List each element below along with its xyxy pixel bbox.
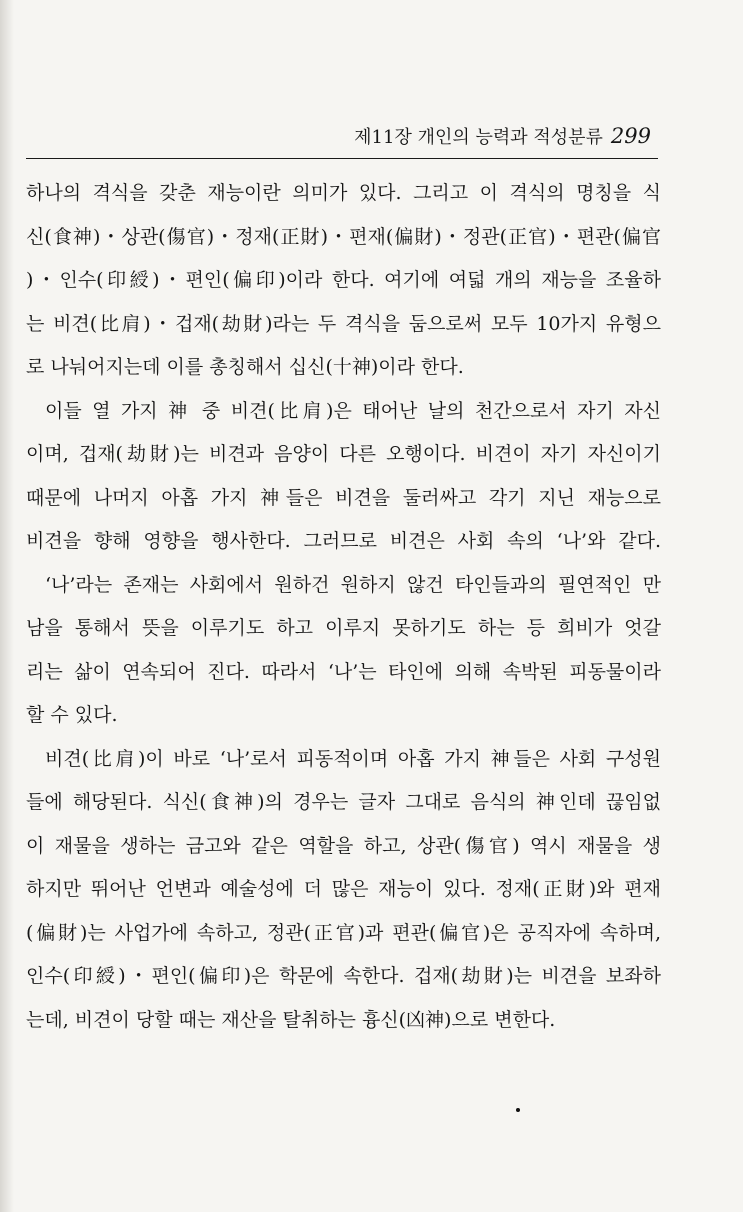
page-number: 299: [610, 124, 651, 148]
paragraph-first-line: 이들 열 가지 神 중 비견(比肩)은 태어난 날의 천간으로서 자기 자신: [45, 399, 661, 422]
text-line: 리는 삶이 연속되어 진다. 따라서 ‘나’는 타인에 의해 속박된 피동물이라: [26, 660, 661, 683]
text-line: 신(食神)・상관(傷官)・정재(正財)・편재(偏財)・정관(正官)・편관(偏官: [26, 225, 661, 248]
text-line: 들에 해당된다. 식신(食神)의 경우는 글자 그대로 음식의 神인데 끊임없: [26, 791, 661, 813]
text-line: 하나의 격식을 갖춘 재능이란 의미가 있다. 그리고 이 격식의 명칭을 식: [26, 182, 661, 204]
chapter-title: 제11장 개인의 능력과 적성분류: [354, 127, 603, 148]
text-line: )・인수(印綬)・편인(偏印)이라 한다. 여기에 여덟 개의 재능을 조율하: [26, 269, 661, 291]
text-line: 는데, 비견이 당할 때는 재산을 탈취하는 흉신(凶神)으로 변한다.: [26, 1008, 556, 1031]
text-line: 할 수 있다.: [26, 704, 118, 726]
page-gutter-shadow: [0, 0, 14, 1212]
text-line: (偏財)는 사업가에 속하고, 정관(正官)과 편관(偏官)은 공직자에 속하며,: [26, 921, 661, 944]
text-line: 남을 통해서 뜻을 이루기도 하고 이루지 못하기도 하는 등 희비가 엇갈: [26, 617, 661, 639]
paragraph-first-line: ‘나’라는 존재는 사회에서 원하건 원하지 않건 타인들과의 필연적인 만: [45, 573, 661, 596]
paragraph-first-line: 비견(比肩)이 바로 ‘나’로서 피동적이며 아홉 가지 神들은 사회 구성원: [45, 747, 661, 770]
header-rule: [26, 158, 658, 159]
running-header: [354, 123, 651, 149]
body-text: [26, 172, 661, 1042]
text-line: 로 나눠어지는데 이를 총칭해서 십신(十神)이라 한다.: [26, 356, 464, 378]
text-line: 때문에 나머지 아홉 가지 神들은 비견을 둘러싸고 각기 지닌 재능으로: [26, 486, 661, 509]
text-line: 는 비견(比肩)・겁재(劫財)라는 두 격식을 둠으로써 모두 10가지 유형으: [26, 312, 661, 335]
text-line: 이며, 겁재(劫財)는 비견과 음양이 다른 오행이다. 비견이 자기 자신이기: [26, 443, 661, 465]
text-line: 이 재물을 생하는 금고와 같은 역할을 하고, 상관(傷官) 역시 재물을 생: [26, 834, 661, 857]
text-line: 인수(印綬)・편인(偏印)은 학문에 속한다. 겁재(劫財)는 비견을 보좌하: [26, 965, 661, 987]
text-line: 비견을 향해 영향을 행사한다. 그러므로 비견은 사회 속의 ‘나’와 같다.: [26, 530, 661, 552]
page-mark-dot: [516, 1108, 520, 1112]
text-line: 하지만 뛰어난 언변과 예술성에 더 많은 재능이 있다. 정재(正財)와 편재: [26, 878, 661, 900]
